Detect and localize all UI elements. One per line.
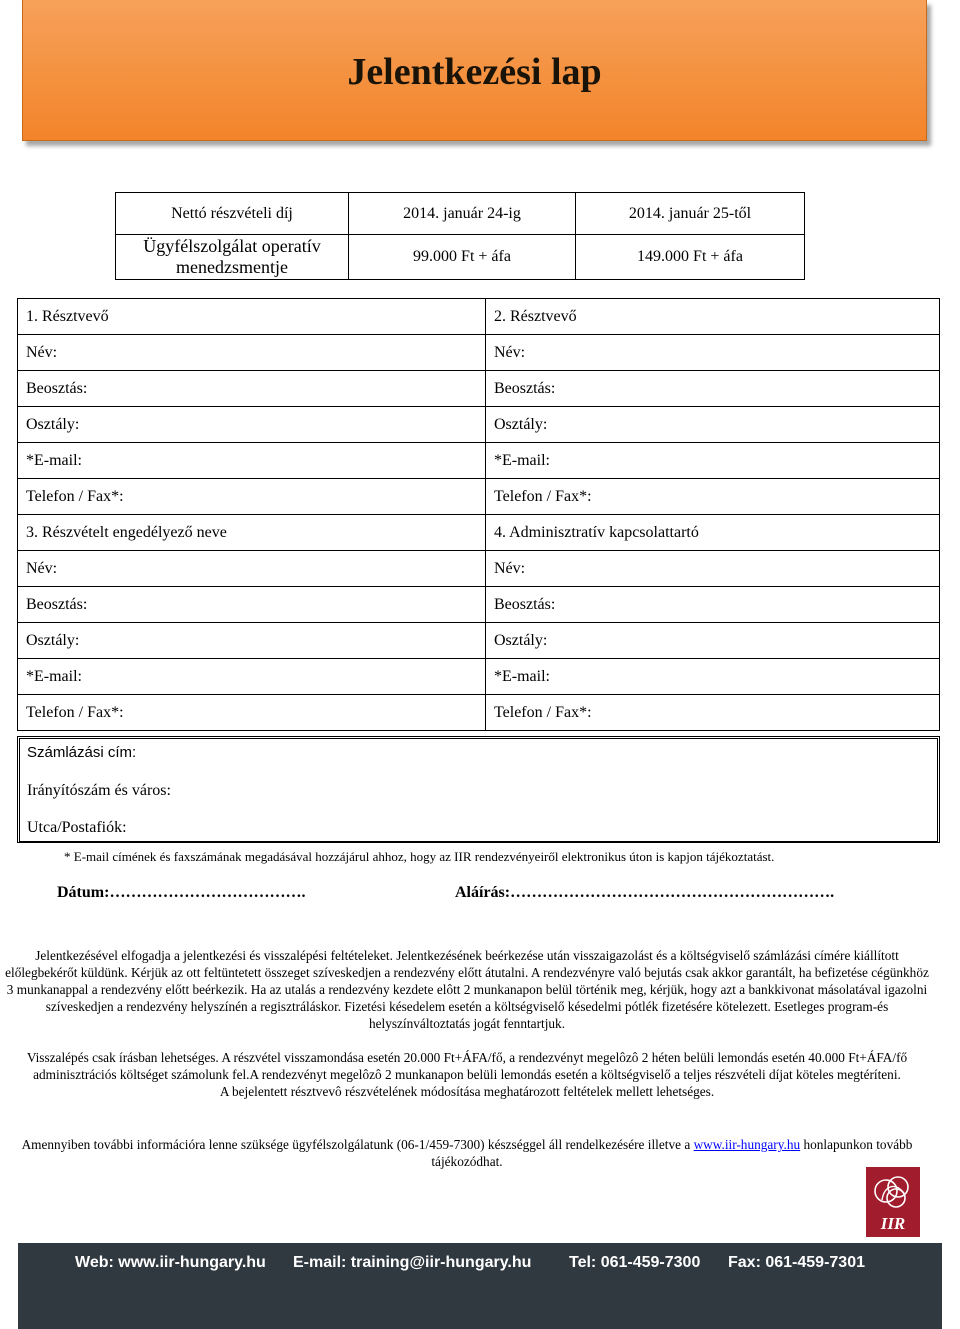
p4-position-field[interactable]: Beosztás: <box>486 587 940 623</box>
website-link[interactable]: www.iir-hungary.hu <box>693 1137 801 1152</box>
fee-price-late: 149.000 Ft + áfa <box>576 235 805 280</box>
p1-department-field[interactable]: Osztály: <box>18 407 486 443</box>
footer-web: Web: www.iir-hungary.hu <box>75 1254 266 1271</box>
terms-text: Jelentkezésével elfogadja a jelentkezési és visszalépési feltételeket. Jelentkezésének beérkezése után visszaigazolást és a költségviselő számlázási címére kiállított előlegbekérőt küldünk. Kérjük az ott feltüntetett összeget szíveskedjen a rendezvény előtt átutalni. A rendezvényre való bejutás csak akkor garantált, ha befizetése cégünkhöz 3 munkanappal a rendezvény előtt beérkezik. Ha az utalás a rendezvény kezdete elôtt 2 munkanapon belül történik meg, kérjük, hogy azt a bankkivonat másolatával igazolni szíveskedjen a rendezvény helyszínén a regisztráláskor. Fizetési késedelem esetén a költségviselő késedelmi pótlék fizetésére kötelezett. Esetleges program-és helyszínváltoztatás jogát fenntartjuk. <box>5 948 929 1031</box>
p1-email-field[interactable]: *E-mail: <box>18 443 486 479</box>
participant-row <box>18 407 940 443</box>
participants-table <box>17 298 940 731</box>
billing-street-field[interactable]: Utca/Postafiók: <box>27 819 127 836</box>
p3-position-field[interactable]: Beosztás: <box>18 587 486 623</box>
fee-header-row <box>116 193 805 235</box>
page-title: Jelentkezési lap <box>347 51 602 93</box>
p2-email-field[interactable]: *E-mail: <box>486 443 940 479</box>
logo-text: IIR <box>880 1214 906 1233</box>
fee-header-early: 2014. január 24-ig <box>349 193 576 235</box>
p2-position-field[interactable]: Beosztás: <box>486 371 940 407</box>
billing-address-box <box>17 736 940 843</box>
p1-position-field[interactable]: Beosztás: <box>18 371 486 407</box>
signature-field[interactable]: Aláírás:……………………………………………………. <box>455 884 835 901</box>
participant-row <box>18 695 940 731</box>
admin-contact-title: 4. Adminisztratív kapcsolattartó <box>486 515 940 551</box>
iir-logo <box>866 1167 920 1237</box>
p1-name-field[interactable]: Név: <box>18 335 486 371</box>
p2-name-field[interactable]: Név: <box>486 335 940 371</box>
title-banner <box>22 0 927 141</box>
contact-text-post: honlapunkon tovább tájékozódhat. <box>431 1137 913 1169</box>
modification-text: A bejelentett résztvevô részvételének módosítása meghatározott feltételek mellett lehetséges. <box>219 1084 715 1099</box>
p3-name-field[interactable]: Név: <box>18 551 486 587</box>
fee-price-early: 99.000 Ft + áfa <box>349 235 576 280</box>
participant-row <box>18 587 940 623</box>
participant-row <box>18 443 940 479</box>
p4-email-field[interactable]: *E-mail: <box>486 659 940 695</box>
participant-1-title: 1. Résztvevő <box>18 299 486 335</box>
participant-header-row <box>18 515 940 551</box>
p4-department-field[interactable]: Osztály: <box>486 623 940 659</box>
billing-title: Számlázási cím: <box>27 744 137 761</box>
footer-fax: Fax: 061-459-7301 <box>728 1254 865 1271</box>
contact-paragraph <box>4 1136 930 1170</box>
participant-row <box>18 551 940 587</box>
fee-table <box>115 192 805 280</box>
approver-title: 3. Részvételt engedélyező neve <box>18 515 486 551</box>
fee-row <box>116 235 805 280</box>
footer-bar <box>18 1243 942 1329</box>
terms-paragraph <box>4 947 930 1032</box>
contact-text <box>4 1136 930 1170</box>
date-field[interactable]: Dátum:………………………………. <box>57 884 306 901</box>
p1-phone-field[interactable]: Telefon / Fax*: <box>18 479 486 515</box>
fee-header-label: Nettó részvételi díj <box>116 193 349 235</box>
participant-row <box>18 335 940 371</box>
cancellation-text: Visszalépés csak írásban lehetséges. A részvétel visszamondása esetén 20.000 Ft+ÁFA/fő, a rendezvényt megelôzô 2 héten belüli lemondás esetén 40.000 Ft+ÁFA/fő adminisztrációs költséget számolunk fel.A rendezvényt megelôzô 2 munkanapon belüli lemondás esetén a költségviselő a teljes részvételi díjat köteles megtéríteni. <box>26 1050 908 1082</box>
p3-department-field[interactable]: Osztály: <box>18 623 486 659</box>
p4-name-field[interactable]: Név: <box>486 551 940 587</box>
participant-header-row <box>18 299 940 335</box>
billing-inner-frame <box>19 738 938 842</box>
participant-row <box>18 479 940 515</box>
footer-tel: Tel: 061-459-7300 <box>569 1254 701 1271</box>
p2-department-field[interactable]: Osztály: <box>486 407 940 443</box>
footer-email: E-mail: training@iir-hungary.hu <box>293 1254 532 1271</box>
p3-phone-field[interactable]: Telefon / Fax*: <box>18 695 486 731</box>
fee-course-name: Ügyfélszolgálat operatív menedzsmentje <box>116 235 349 280</box>
participant-row <box>18 659 940 695</box>
billing-zip-city-field[interactable]: Irányítószám és város: <box>27 782 171 799</box>
contact-text-pre: Amennyiben további információra lenne szüksége ügyfélszolgálatunk (06-1/459-7300) készséggel áll rendelkezésére illetve a <box>21 1137 694 1152</box>
participant-row <box>18 623 940 659</box>
participant-row <box>18 371 940 407</box>
cancellation-paragraph <box>4 1049 930 1100</box>
iir-logo-emblem-icon <box>866 1167 920 1217</box>
p3-email-field[interactable]: *E-mail: <box>18 659 486 695</box>
p4-phone-field[interactable]: Telefon / Fax*: <box>486 695 940 731</box>
participant-2-title: 2. Résztvevő <box>486 299 940 335</box>
p2-phone-field[interactable]: Telefon / Fax*: <box>486 479 940 515</box>
fee-header-late: 2014. január 25-től <box>576 193 805 235</box>
email-consent-note: * E-mail címének és faxszámának megadásával hozzájárul ahhoz, hogy az IIR rendezvényeiről elektronikus úton is kapjon tájékoztatást. <box>64 849 775 864</box>
